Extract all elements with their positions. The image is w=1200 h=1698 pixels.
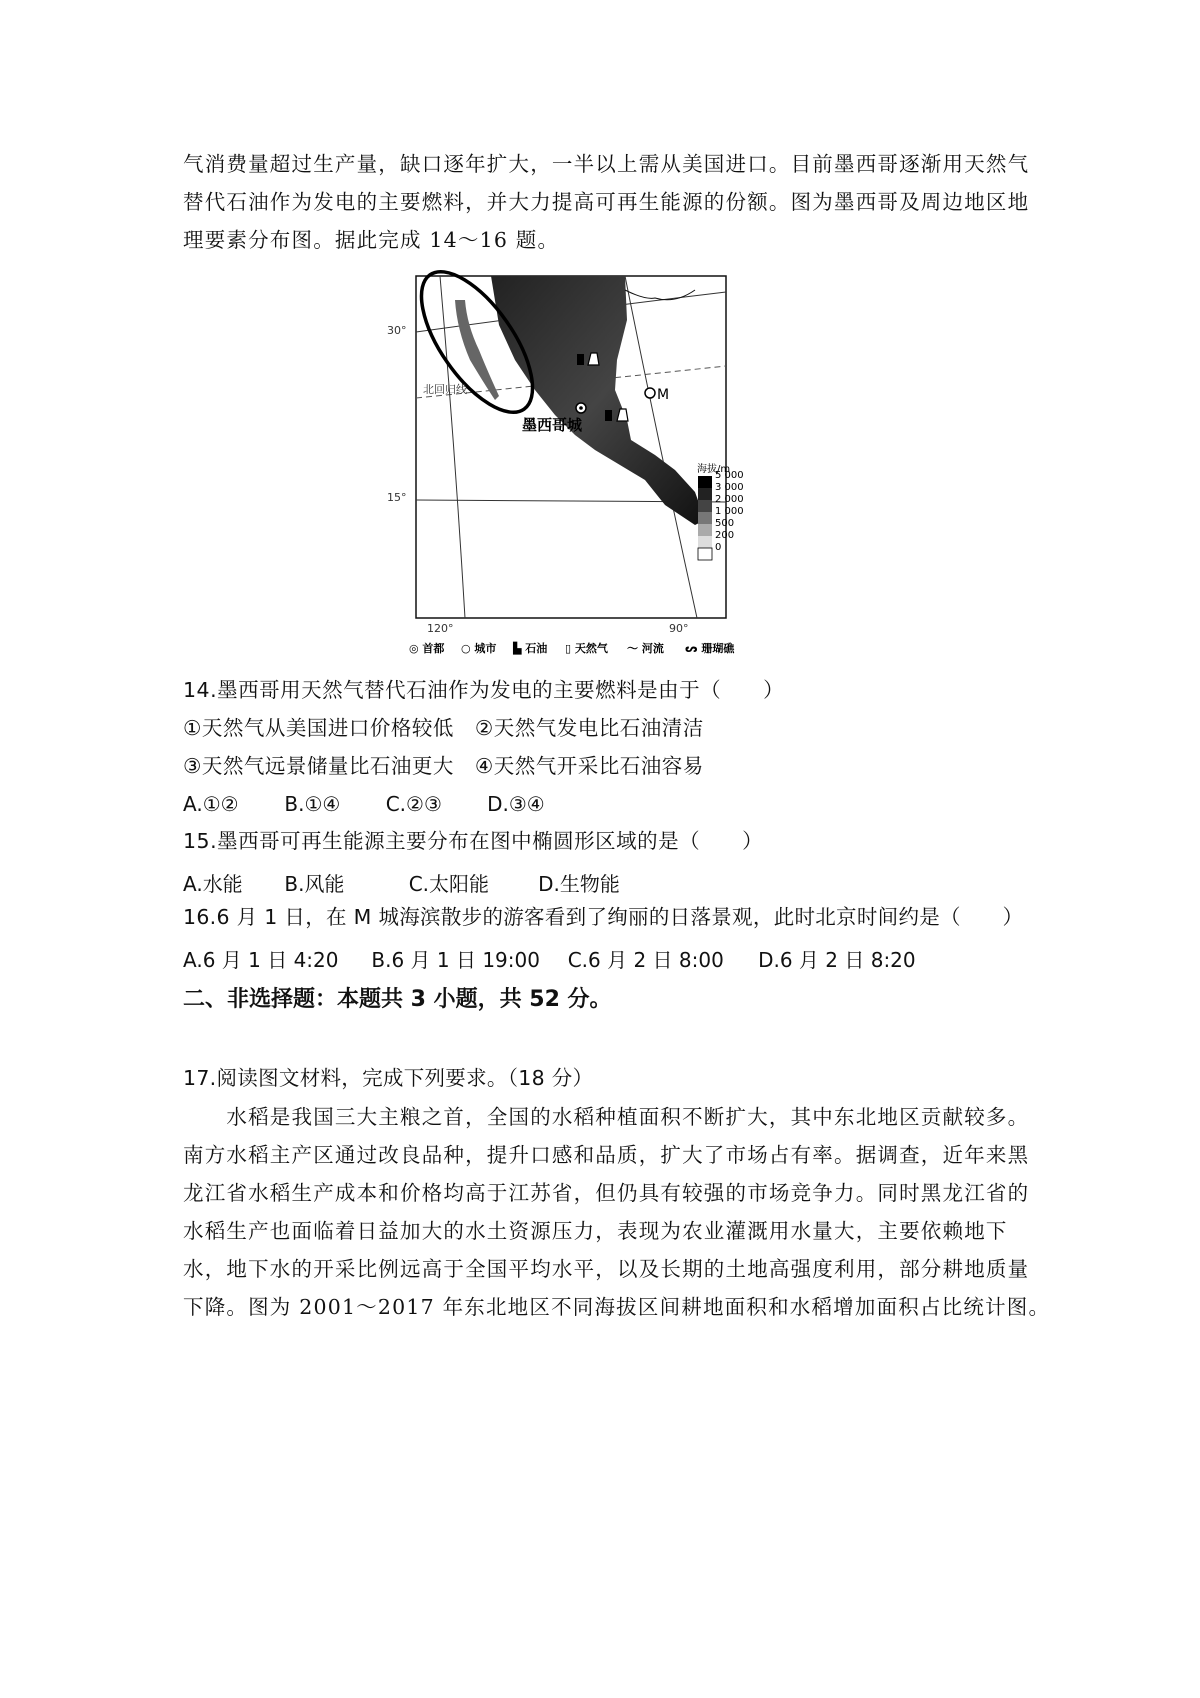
mexico-map xyxy=(387,270,815,670)
q16-option-a: A.6 月 1 日 4:20 xyxy=(183,948,339,972)
section-2-heading: 二、非选择题：本题共 3 小题，共 52 分。 xyxy=(183,987,612,1012)
q17-line-5: 水，地下水的开采比例远高于全国平均水平，以及长期的土地高强度利用，部分耕地质量 xyxy=(183,1257,1030,1281)
q16-option-c: C.6 月 2 日 8:00 xyxy=(567,948,724,972)
intro-line-1: 气消费量超过生产量，缺口逐年扩大，一半以上需从美国进口。目前墨西哥逐渐用天然气 xyxy=(183,152,1030,176)
mexico-map-figure xyxy=(387,270,815,674)
lon-label-90: 90° xyxy=(669,622,689,635)
q17-line-4: 水稻生产也面临着日益加大的水土资源压力，表现为农业灌溉用水量大，主要依赖地下 xyxy=(183,1219,1008,1243)
q14-stem: 14.墨西哥用天然气替代石油作为发电的主要燃料是由于（ ） xyxy=(183,678,785,702)
q14-statement-1: ①天然气从美国进口价格较低 ②天然气发电比石油清洁 xyxy=(183,716,704,740)
q17-stem: 17.阅读图文材料，完成下列要求。（18 分） xyxy=(183,1066,594,1090)
legend-coral: ᔕ 珊瑚礁 xyxy=(685,642,735,655)
q15-option-d: D.生物能 xyxy=(538,872,620,896)
elev-2000: 2 000 xyxy=(715,494,744,505)
legend-title: 海拔/m xyxy=(697,464,731,475)
elev-0: 0 xyxy=(715,542,722,553)
q16-option-b: B.6 月 1 日 19:00 xyxy=(371,948,540,972)
elev-5000: 5 000 xyxy=(715,470,744,481)
q17-line-2: 南方水稻主产区通过改良品种，提升口感和品质，扩大了市场占有率。据调查，近年来黑 xyxy=(183,1143,1030,1167)
legend-city: ○ 城市 xyxy=(461,642,497,655)
legend-oil: ▙ 石油 xyxy=(513,642,548,655)
q14-option-d: D.③④ xyxy=(487,792,545,816)
q14-option-c: C.②③ xyxy=(385,792,442,816)
q15-stem: 15.墨西哥可再生能源主要分布在图中椭圆形区域的是（ ） xyxy=(183,829,764,853)
elev-3000: 3 000 xyxy=(715,482,744,493)
q15-options xyxy=(183,868,620,897)
q15-option-a: A.水能 xyxy=(183,872,243,896)
lat-label-15: 15° xyxy=(387,491,407,504)
intro-line-2: 替代石油作为发电的主要燃料，并大力提高可再生能源的份额。图为墨西哥及周边地区地 xyxy=(183,190,1030,214)
q17-line-6: 下降。图为 2001～2017 年东北地区不同海拔区间耕地面积和水稻增加面积占比统计图。 xyxy=(183,1295,1051,1319)
capital-label: 墨西哥城 xyxy=(522,416,583,434)
q17-line-3: 龙江省水稻生产成本和价格均高于江苏省，但仍具有较强的市场竞争力。同时黑龙江省的 xyxy=(183,1181,1030,1205)
legend-river: 〜 河流 xyxy=(627,642,664,655)
city-m-label: M xyxy=(657,387,670,403)
q15-option-b: B.风能 xyxy=(284,872,345,896)
tropic-label: 北回归线 xyxy=(423,383,467,396)
oil-symbol-2 xyxy=(605,410,612,421)
city-m-symbol xyxy=(645,388,655,398)
q16-option-d: D.6 月 2 日 8:20 xyxy=(758,948,916,972)
legend-gas: ▯ 天然气 xyxy=(565,642,608,655)
elev-200: 200 xyxy=(715,530,735,541)
q14-option-b: B.①④ xyxy=(284,792,341,816)
elev-1000: 1 000 xyxy=(715,506,744,517)
q17-line-1: 水稻是我国三大主粮之首，全国的水稻种植面积不断扩大，其中东北地区贡献较多。 xyxy=(183,1105,1030,1129)
legend-capital: ◎ 首都 xyxy=(409,642,445,655)
elev-500: 500 xyxy=(715,518,735,529)
q14-option-a: A.①② xyxy=(183,792,239,816)
intro-line-3: 理要素分布图。据此完成 14～16 题。 xyxy=(183,228,560,252)
q14-statement-2: ③天然气远景储量比石油更大 ④天然气开采比石油容易 xyxy=(183,754,704,778)
q16-stem: 16.6 月 1 日，在 M 城海滨散步的游客看到了绚丽的日落景观，此时北京时间约是（ ） xyxy=(183,905,1024,929)
oil-symbol-1 xyxy=(577,354,584,365)
lat-label-30: 30° xyxy=(387,324,407,337)
q16-options xyxy=(183,944,916,973)
q15-option-c: C.太阳能 xyxy=(408,872,490,896)
q14-options xyxy=(183,792,545,816)
lon-label-120: 120° xyxy=(427,622,454,635)
